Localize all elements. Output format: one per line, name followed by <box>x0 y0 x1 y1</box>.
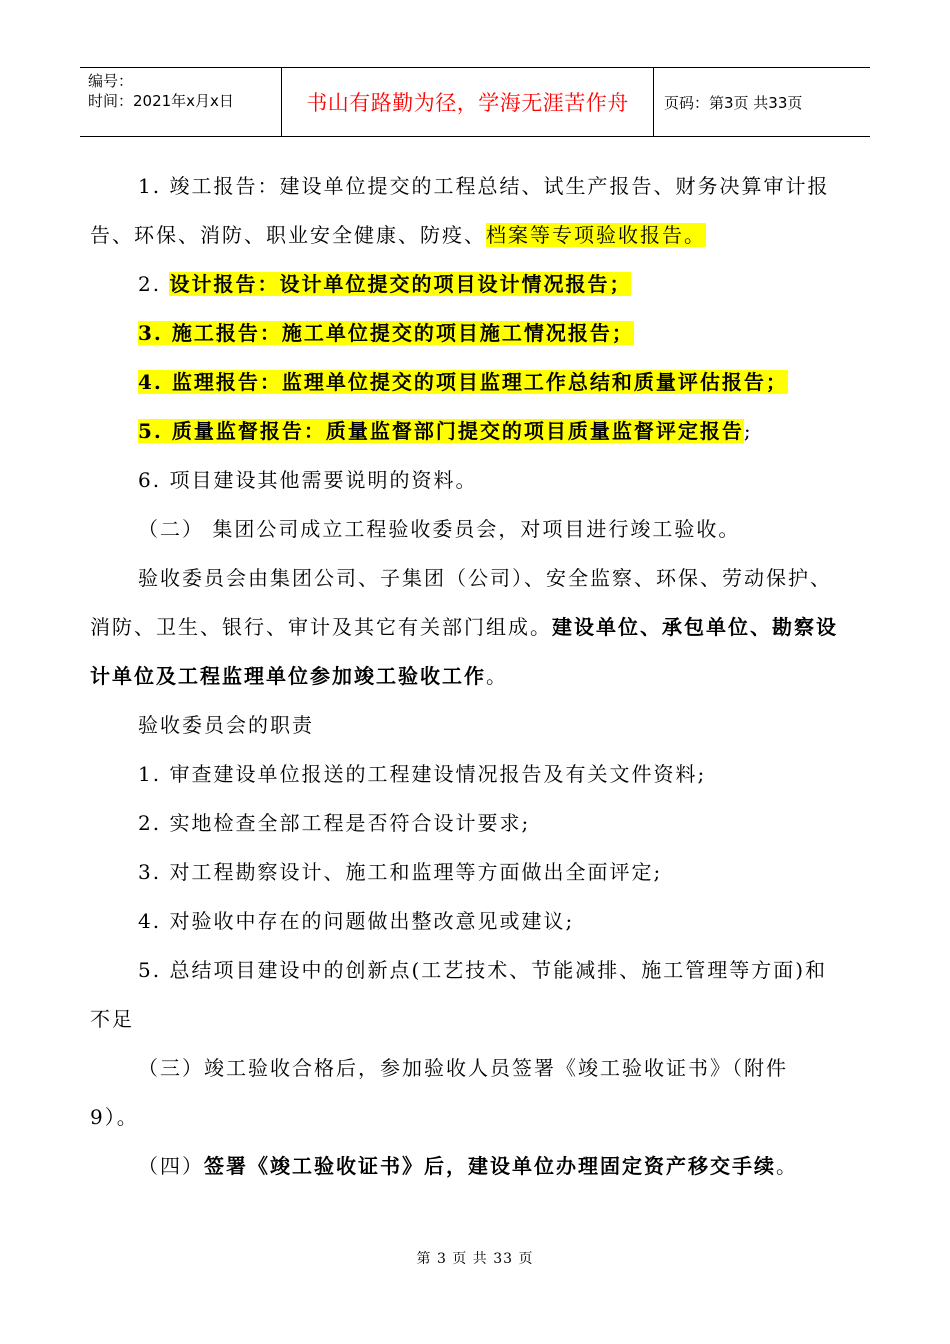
text-run: 告、环保、消防、职业安全健康、防疫、 <box>90 223 486 247</box>
text-run: 。 <box>776 1154 798 1178</box>
highlighted-bold-text: 3. 施工报告：施工单位提交的项目施工情况报告； <box>138 321 634 345</box>
list-number: 2. <box>138 272 170 296</box>
text-run: ; <box>743 419 753 443</box>
paragraph-4 <box>90 358 862 407</box>
paragraph-10: 1. 审查建设单位报送的工程建设情况报告及有关文件资料; <box>138 762 707 786</box>
paragraph-15-line-2: 9）。 <box>90 1105 139 1129</box>
paragraph-11: 2. 实地检查全部工程是否符合设计要求; <box>138 811 531 835</box>
text-run: （四） <box>138 1154 204 1178</box>
header-page-label: 页码：第3页 共33页 <box>664 93 803 112</box>
page-footer: 第 3 页 共 33 页 <box>416 1251 534 1267</box>
page-header <box>80 67 870 137</box>
bold-text: 计单位及工程监理单位参加竣工验收工作 <box>90 664 486 688</box>
highlighted-bold-text: 4. 监理报告：监理单位提交的项目监理工作总结和质量评估报告； <box>138 370 788 394</box>
header-motto: 书山有路勤为径，学海无涯苦作舟 <box>282 68 654 136</box>
paragraph-13: 4. 对验收中存在的问题做出整改意见或建议; <box>138 909 575 933</box>
bold-text: 签署《竣工验收证书》后，建设单位办理固定资产移交手续 <box>204 1154 776 1178</box>
paragraph-1-line-1: 1. 竣工报告：建设单位提交的工程总结、试生产报告、财务决算审计报 <box>138 174 830 198</box>
text-run: 消防、卫生、银行、审计及其它有关部门组成。 <box>90 615 552 639</box>
paragraph-1-line-2 <box>90 211 862 260</box>
paragraph-8-line-3 <box>90 652 862 701</box>
doc-number-label: 编号： <box>88 72 134 90</box>
paragraph-7: （二） 集团公司成立工程验收委员会，对项目进行竣工验收。 <box>138 517 741 541</box>
doc-time-label: 时间：2021年x月x日 <box>88 92 234 110</box>
paragraph-12: 3. 对工程勘察设计、施工和监理等方面做出全面评定; <box>138 860 663 884</box>
document-body <box>90 162 862 1191</box>
text-run: 。 <box>486 664 508 688</box>
highlighted-text: 档案等专项验收报告。 <box>486 223 706 247</box>
paragraph-2 <box>90 260 862 309</box>
bold-text: 建设单位、承包单位、勘察设 <box>552 615 838 639</box>
paragraph-9: 验收委员会的职责 <box>138 713 314 737</box>
paragraph-8-line-1: 验收委员会由集团公司、子集团（公司）、安全监察、环保、劳动保护、 <box>138 566 832 590</box>
header-meta <box>80 68 282 136</box>
paragraph-3 <box>90 309 862 358</box>
highlighted-bold-text: 设计报告：设计单位提交的项目设计情况报告； <box>169 272 632 296</box>
paragraph-14-line-2: 不足 <box>90 1007 134 1031</box>
paragraph-15-line-1: （三）竣工验收合格后，参加验收人员签署《竣工验收证书》（附件 <box>138 1056 788 1080</box>
paragraph-14-line-1: 5. 总结项目建设中的创新点(工艺技术、节能减排、施工管理等方面)和 <box>138 958 828 982</box>
paragraph-5 <box>90 407 862 456</box>
paragraph-6: 6. 项目建设其他需要说明的资料。 <box>138 468 478 492</box>
highlighted-bold-text: 5. 质量监督报告：质量监督部门提交的项目质量监督评定报告 <box>138 419 744 443</box>
paragraph-8-line-2 <box>90 603 862 652</box>
paragraph-16 <box>90 1142 862 1191</box>
